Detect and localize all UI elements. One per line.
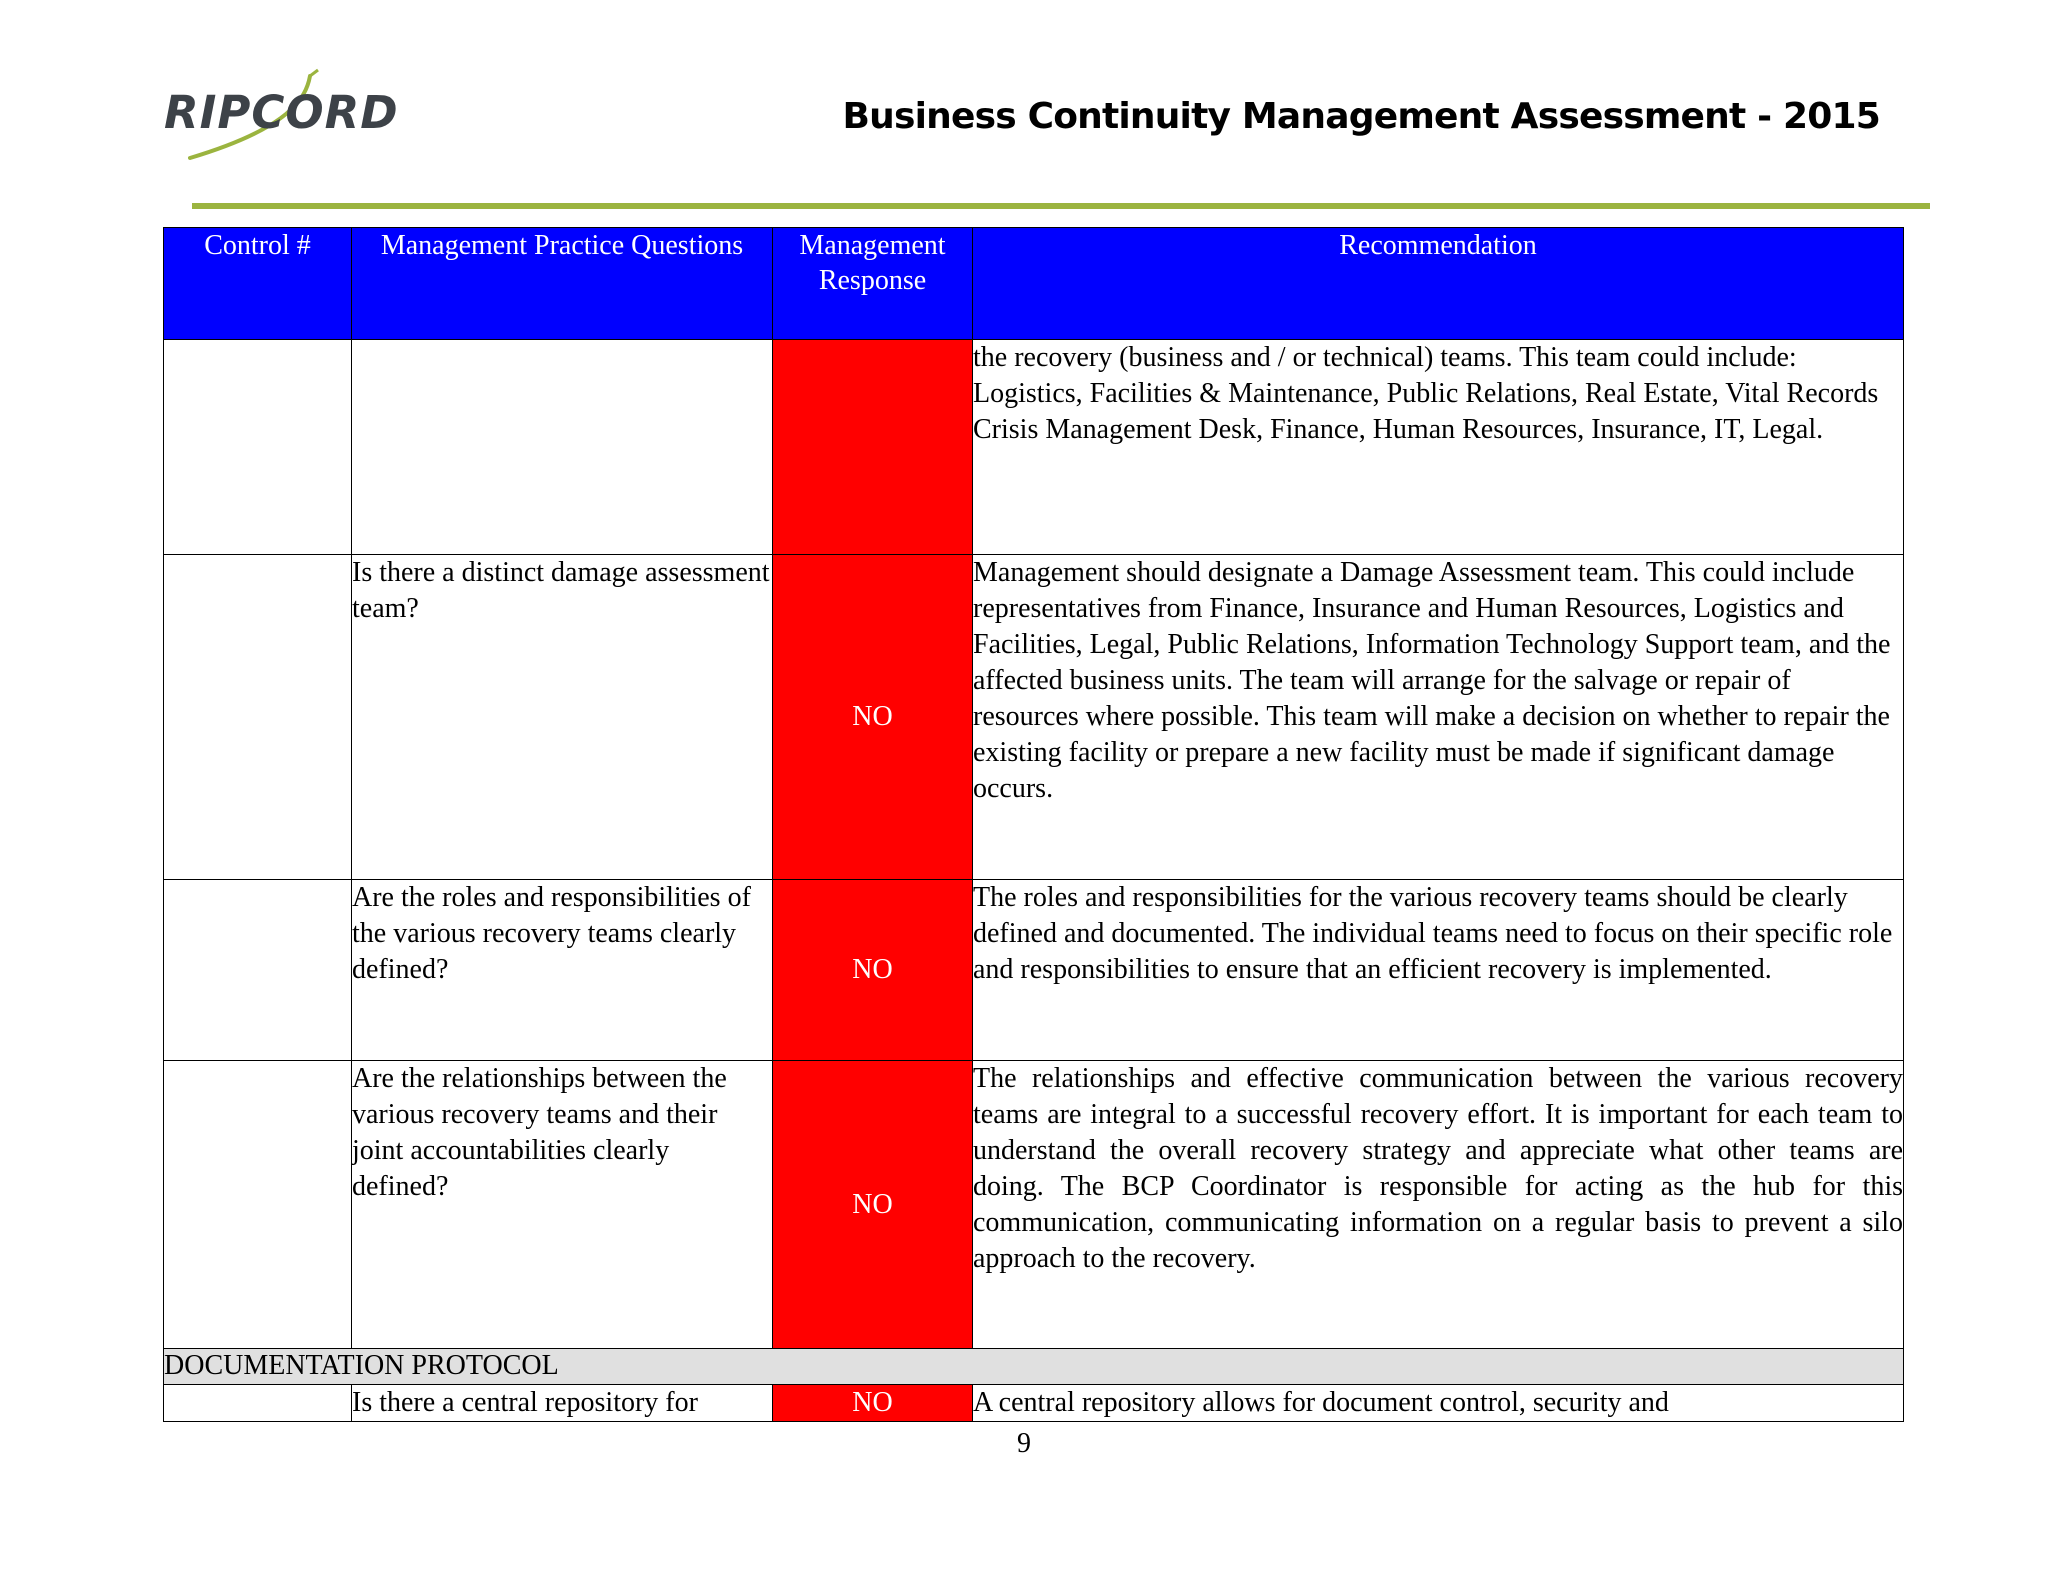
response-cell: NO	[773, 1385, 973, 1422]
ripcord-logo	[160, 68, 400, 166]
recommendation-cell	[973, 340, 1904, 555]
page-number: 9	[1017, 1428, 1031, 1459]
table-row	[164, 880, 1904, 1061]
question-cell: Is there a distinct damage assessment team?	[352, 555, 773, 880]
control-cell	[164, 555, 352, 880]
header-rule	[192, 203, 1930, 209]
column-header-questions: Management Practice Questions	[352, 228, 773, 340]
logo-wordmark: RIPCORD	[164, 86, 399, 139]
column-header-recommendation: Recommendation	[973, 228, 1904, 340]
question-cell: Are the relationships between the various recovery teams and their joint accountabilities clearly defined?	[352, 1061, 773, 1349]
control-cell	[164, 1385, 352, 1422]
table-row	[164, 555, 1904, 880]
question-cell: Are the roles and responsibilities of the various recovery teams clearly defined?	[352, 880, 773, 1061]
question-cell: Is there a central repository for	[352, 1385, 773, 1422]
response-cell	[773, 340, 973, 555]
section-row	[164, 1349, 1904, 1385]
response-cell: NO	[773, 555, 973, 880]
recommendation-cell: The relationships and effective communication between the various recovery teams are integral to a successful recovery effort. It is important for each team to understand the overall recovery strategy and appreciate what other teams are doing. The BCP Coordinator is responsible for acting as the hub for this communication, communicating information on a regular basis to prevent a silo approach to the recovery.	[973, 1061, 1904, 1349]
section-title: DOCUMENTATION PROTOCOL	[164, 1349, 1904, 1385]
control-cell	[164, 1061, 352, 1349]
question-cell	[352, 340, 773, 555]
assessment-table	[163, 227, 1904, 1422]
recommendation-cell: A central repository allows for document control, security and	[973, 1385, 1904, 1422]
recommendation-cell: Management should designate a Damage Assessment team. This could include representatives from Finance, Insurance and Human Resources, Logistics and Facilities, Legal, Public Relations, Information Technology Support team, and the affected business units. The team will arrange for the salvage or repair of resources where possible. This team will make a decision on whether to repair the existing facility or prepare a new facility must be made if significant damage occurs.	[973, 555, 1904, 880]
table-row	[164, 1061, 1904, 1349]
response-cell: NO	[773, 880, 973, 1061]
response-cell: NO	[773, 1061, 973, 1349]
column-header-response: Management Response	[773, 228, 973, 340]
table-header-row	[164, 228, 1904, 340]
document-title: Business Continuity Management Assessment - 2015	[842, 96, 1880, 137]
table-row	[164, 340, 1904, 555]
recommendation-cell: The roles and responsibilities for the various recovery teams should be clearly defined and documented. The individual teams need to focus on their specific role and responsibilities to ensure that an efficient recovery is implemented.	[973, 880, 1904, 1061]
table-row	[164, 1385, 1904, 1422]
recommendation-line: the recovery (business and / or technical) teams. This team could include: Logistics, Facilities & Maintenance, Public Relations, Real Estate, Vital Records Crisis Management Desk, Finance, Human Resources, Insurance, IT, Legal.	[973, 342, 1879, 445]
column-header-control: Control #	[164, 228, 352, 340]
control-cell	[164, 340, 352, 555]
control-cell	[164, 880, 352, 1061]
